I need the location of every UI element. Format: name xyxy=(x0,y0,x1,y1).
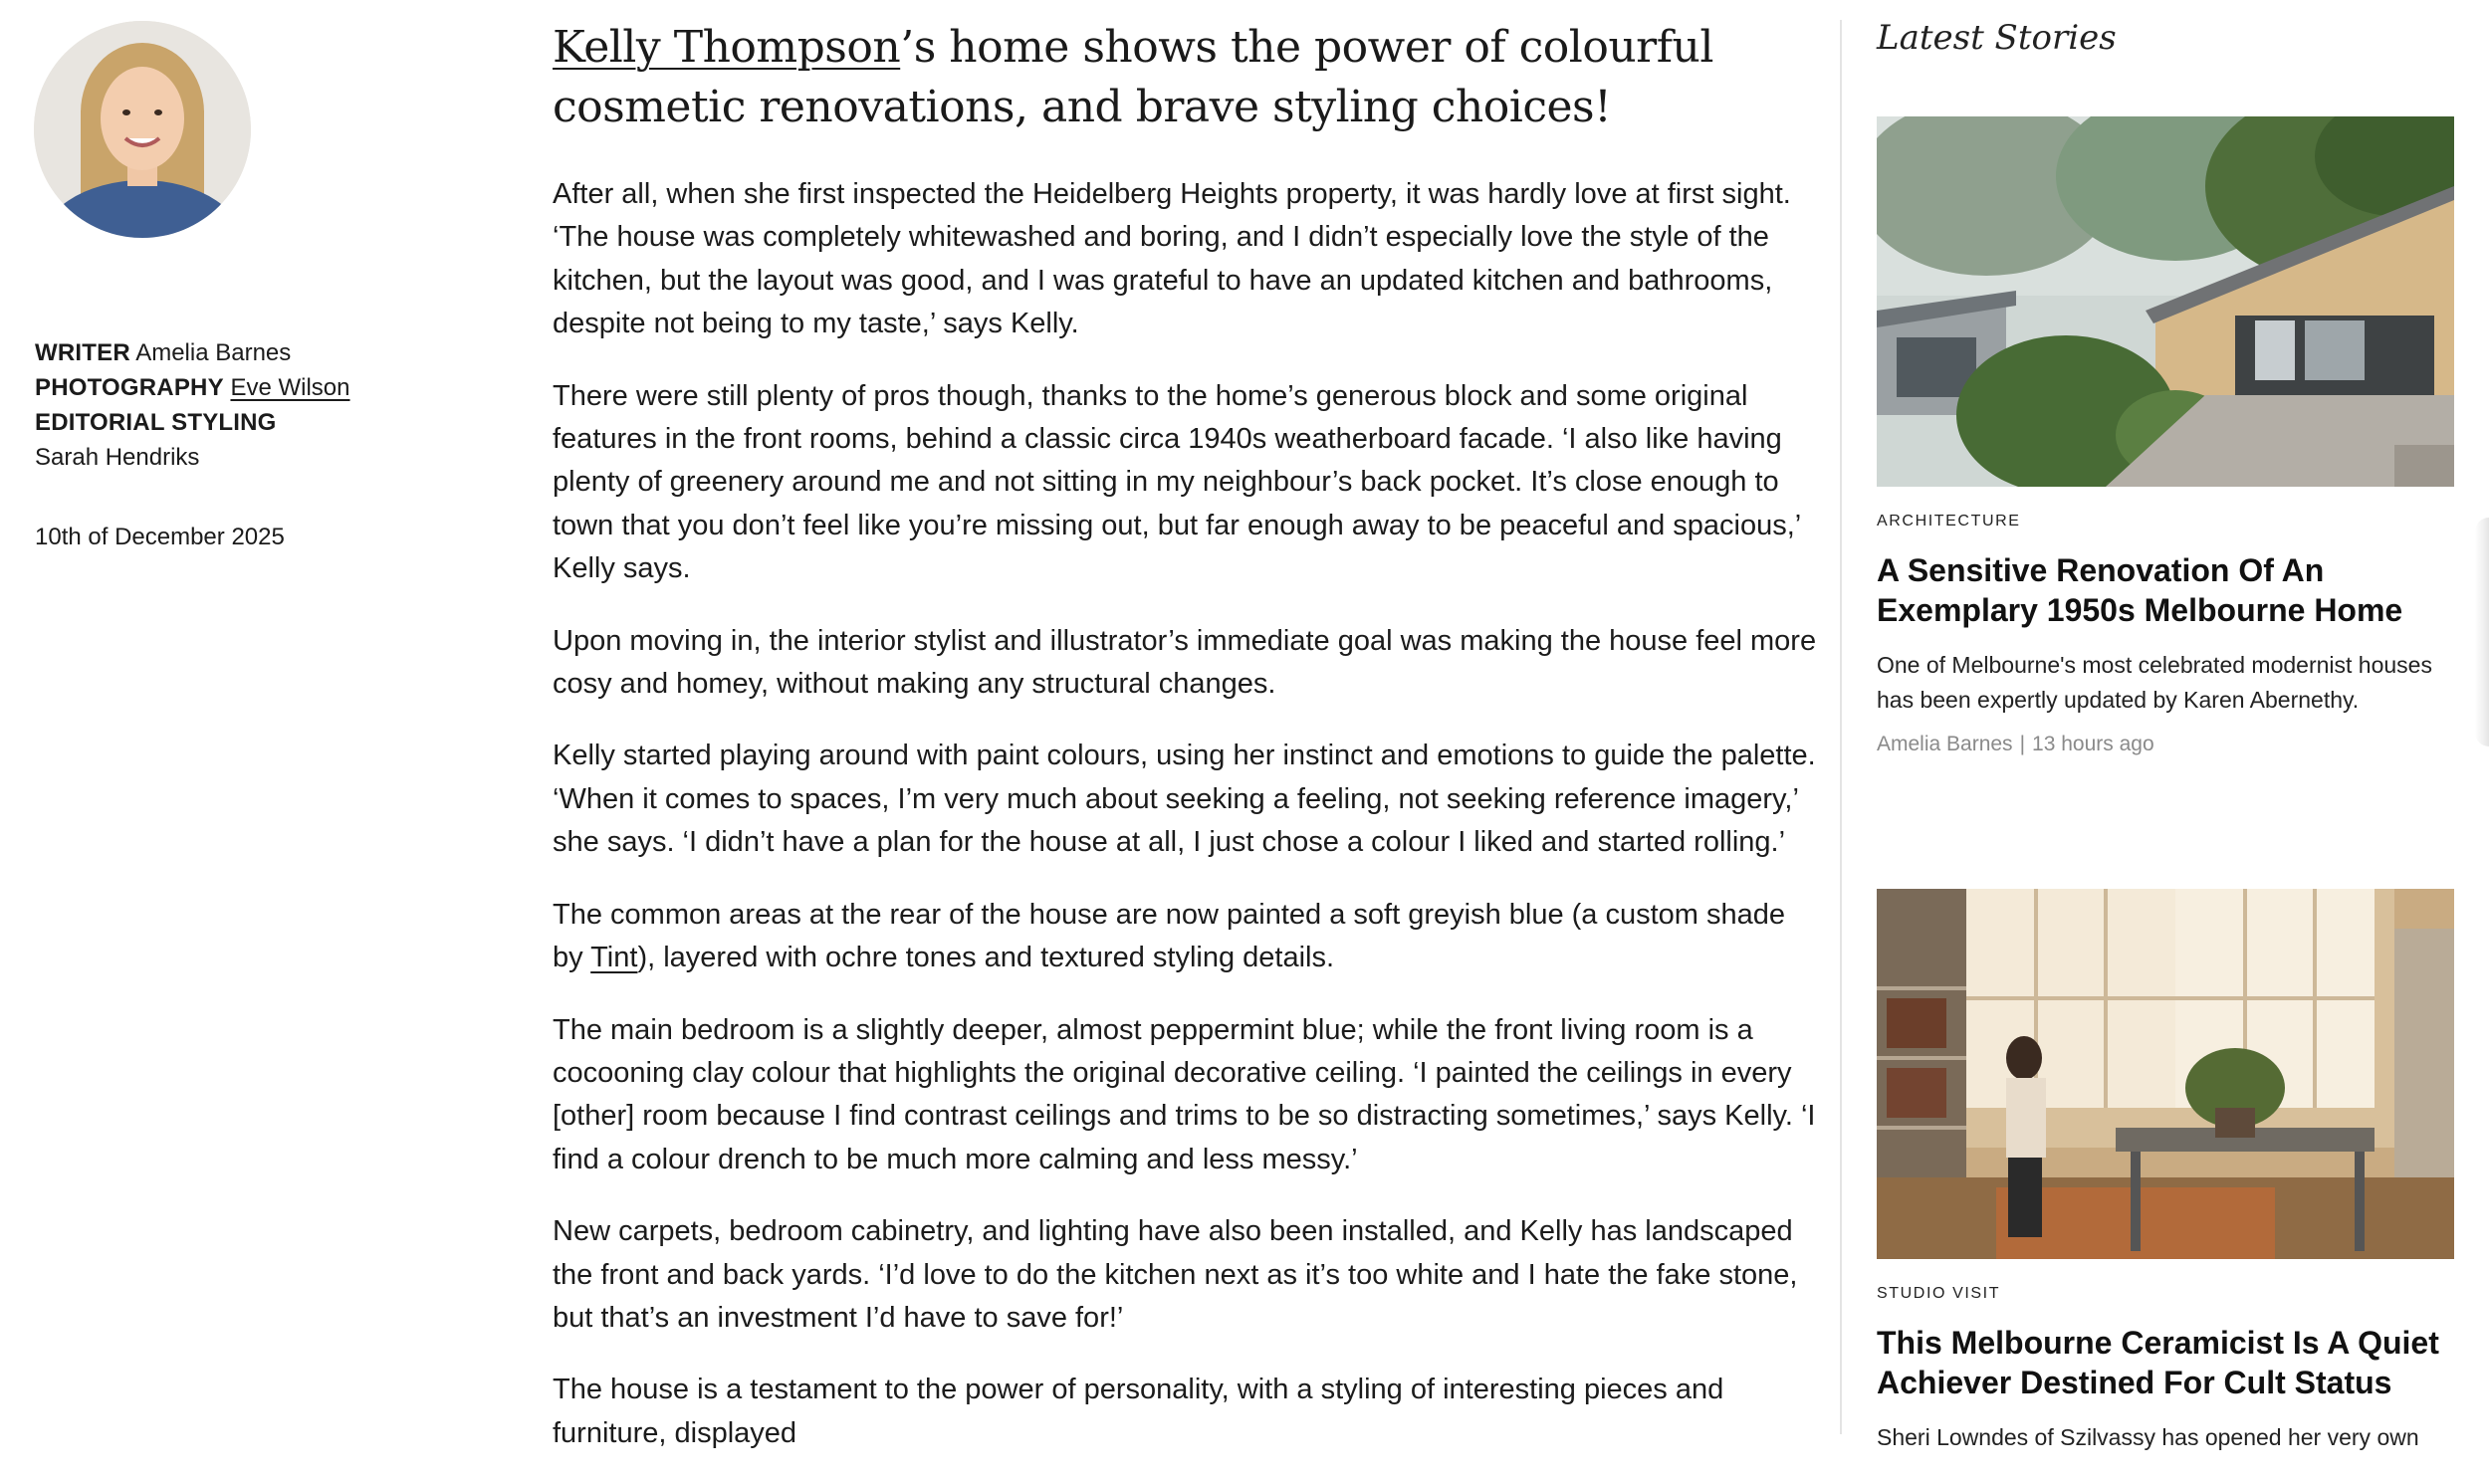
story-meta xyxy=(1877,733,2454,756)
paragraph-partial: The house is a testament to the power of personality, with a styling of interesting pieces and furniture, displayed xyxy=(553,1374,1724,1449)
column-divider xyxy=(1840,20,1842,1434)
paragraph: The main bedroom is a slightly deeper, almost peppermint blue; while the front living room is a cocooning clay colour that highlights the original decorative ceiling. ‘I painted the ceilings in every [other] room because I find contrast ceilings and trims to be so distracting sometimes,’ says Kelly. ‘I find a colour drench to be much more calming and less messy.’ xyxy=(553,1013,1816,1175)
story-description: Sheri Lowndes of Szilvassy has opened her very own xyxy=(1877,1424,2419,1450)
paragraph: New carpets, bedroom cabinetry, and lighting have also been installed, and Kelly has landscaped the front and back yards. ‘I’d love to do the kitchen next as it’s too white and I hate the fake stone, but that’s an investment I’d have to save for!’ xyxy=(553,1215,1798,1334)
stylist-name: Sarah Hendriks xyxy=(35,444,200,471)
story-image-studio[interactable] xyxy=(1877,889,2454,1259)
author-portrait-image xyxy=(34,21,251,238)
story-category[interactable]: STUDIO VISIT xyxy=(1877,1285,2001,1302)
credit-photography xyxy=(35,370,350,405)
publish-date: 10th of December 2025 xyxy=(35,524,285,550)
credit-writer xyxy=(35,335,350,370)
writer-name: Amelia Barnes xyxy=(135,339,292,366)
photographer-link[interactable]: Eve Wilson xyxy=(230,374,350,401)
article-credits xyxy=(35,335,350,475)
story-description: One of Melbourne's most celebrated modernist houses has been expertly updated by Karen Abernethy. xyxy=(1877,652,2432,713)
paragraph: After all, when she first inspected the Heidelberg Heights property, it was hardly love at first sight. ‘The house was completely whitewashed and boring, and I didn’t especially love the style of the kitchen, but the layout was good, and I was grateful to have an updated kitchen and bathrooms, despite not being to my taste,’ says Kelly. xyxy=(553,178,1791,340)
story-card[interactable] xyxy=(1877,889,2454,1455)
paragraph xyxy=(553,894,1817,980)
meta-separator: | xyxy=(2019,733,2026,755)
story-title[interactable]: This Melbourne Ceramicist Is A Quiet Achiever Destined For Cult Status xyxy=(1877,1325,2439,1400)
paragraph: Upon moving in, the interior stylist and illustrator’s immediate goal was making the house feel more cosy and homey, without making any structural changes. xyxy=(553,624,1817,701)
sidebar-title: Latest Stories xyxy=(1877,18,2117,58)
photography-label: PHOTOGRAPHY xyxy=(35,374,224,401)
author-avatar xyxy=(34,21,251,238)
article-headline xyxy=(553,18,1817,137)
story-author[interactable]: Amelia Barnes xyxy=(1877,733,2013,755)
story-category[interactable]: ARCHITECTURE xyxy=(1877,513,2021,530)
paragraph-text: ), layered with ochre tones and textured styling details. xyxy=(637,942,1335,974)
paragraph: Kelly started playing around with paint colours, using her instinct and emotions to guide the palette. ‘When it comes to spaces, I’m very much about seeking a feeling, not seeking reference imagery,’ she says. ‘I didn’t have a plan for the house at all, I just chose a colour I liked and started rolling.’ xyxy=(553,740,1816,859)
page-edge-shadow xyxy=(2475,518,2489,746)
story-time: 13 hours ago xyxy=(2032,733,2154,755)
story-title[interactable]: A Sensitive Renovation Of An Exemplary 1950s Melbourne Home xyxy=(1877,552,2403,628)
styling-label: EDITORIAL STYLING xyxy=(35,409,277,436)
headline-text: ’s home shows the power of colourful cosmetic renovations, and brave styling choices! xyxy=(553,22,1713,132)
story-image-house[interactable] xyxy=(1877,116,2454,487)
headline-name-link[interactable]: Kelly Thompson xyxy=(553,22,901,73)
writer-label: WRITER xyxy=(35,339,130,366)
paragraph-text: The common areas at the rear of the house are now painted a soft greyish blue (a custom shade by xyxy=(553,898,1786,974)
paragraph: There were still plenty of pros though, thanks to the home’s generous block and some original features in the front rooms, behind a classic circa 1940s weatherboard facade. ‘I also like having plenty of greenery around me and not sitting in my neighbour’s back pocket. It’s close enough to town that you don’t feel like you’re missing out, but far enough away to be peaceful and spacious,’ Kelly says. xyxy=(553,379,1801,585)
credit-styling xyxy=(35,405,350,440)
article-body xyxy=(553,18,1817,1484)
story-card[interactable] xyxy=(1877,116,2454,756)
tint-link[interactable]: Tint xyxy=(590,942,638,974)
